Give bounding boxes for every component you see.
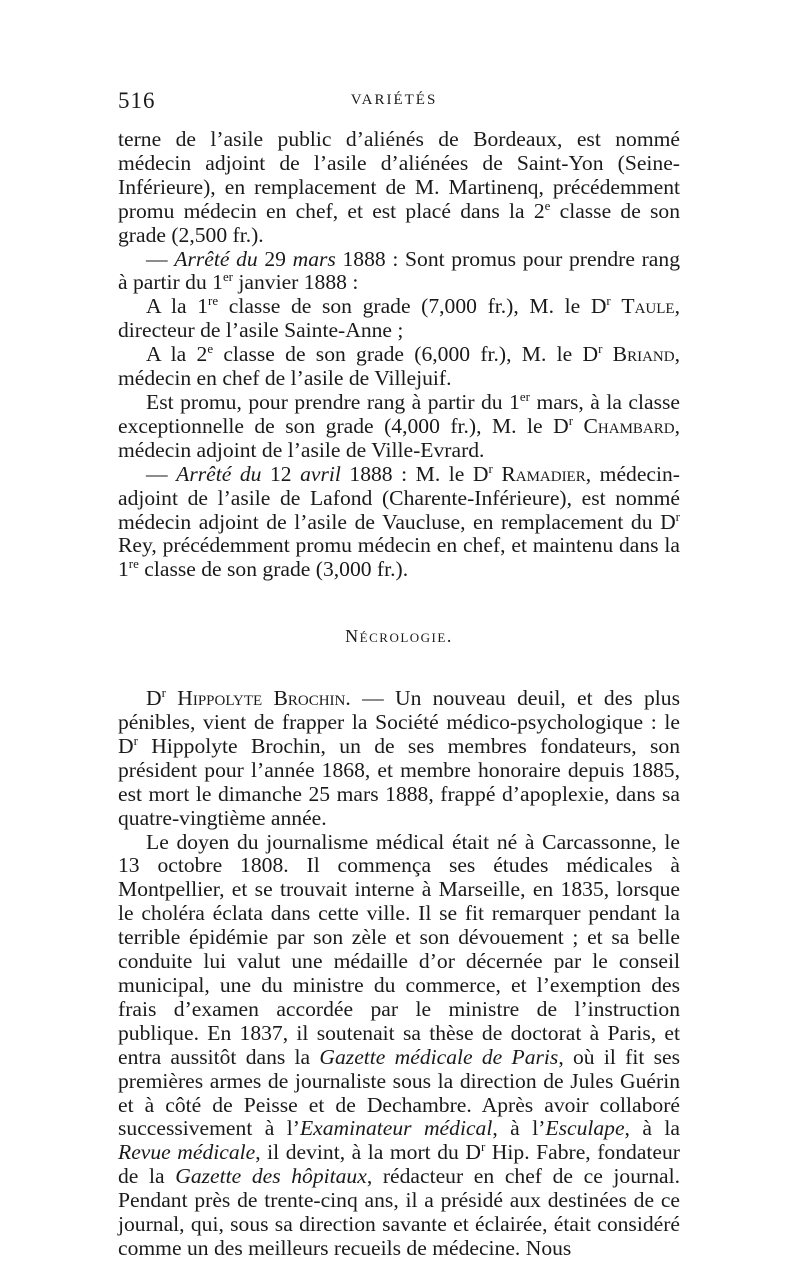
italic-text: Examinateur médical — [299, 1116, 493, 1141]
superscript: er — [222, 269, 234, 285]
superscript: re — [208, 293, 219, 309]
italic-text: Revue médicale — [118, 1140, 256, 1165]
italic-text: Esculape — [545, 1116, 625, 1141]
italic-text: mars — [292, 246, 336, 271]
superscript: e — [544, 197, 551, 213]
running-title: VARIÉTÉS — [350, 92, 438, 108]
superscript: e — [207, 341, 214, 357]
superscript: r — [161, 685, 166, 701]
superscript: r — [568, 413, 574, 429]
small-caps-name: Ramadier — [501, 461, 586, 486]
page-header — [118, 88, 670, 118]
paragraph-arrete-12-avril: — Arrêté du 12 avril 1888 : M. le $D^r$ Ramadier, médecin-adjoint de l’asile de Lafond (Charente-Inférieure), est nommé médecin adjoint de l’asile de Vaucluse, en remplacement du $D^r$ Rey, précédemment promu médecin en chef, et maintenu dans la 1re classe de son grade (3,000 fr.). — [118, 460, 680, 582]
italic-text: Gazette médicale de Paris — [319, 1044, 559, 1069]
superscript: r — [488, 460, 493, 476]
superscript: re — [128, 556, 139, 572]
paragraph-briand: A la 2e classe de son grade (6,000 fr.), M. le $D^r$ Briand, médecin en chef de l’asile de Villejuif. — [118, 341, 680, 391]
paragraph-continuation: terne de l’asile public d’aliénés de Bordeaux, est nommé médecin adjoint de l’asile d’aliénées de Saint-Yon (Seine-Inférieure), en remplacement de M. Martinenq, précédemment promu médecin en chef, et est placé dans la 2e classe de son grade (2,500 fr.). — [118, 127, 681, 247]
italic-text: Arrêté du — [176, 461, 262, 486]
small-caps-name: Briand — [612, 342, 675, 367]
paragraph-brochin-biography: Le doyen du journalisme médical était né à Carcassonne, le 13 octobre 1808. Il commença ses études médicales à Montpellier, et se trouvait interne à Marseille, en 1835, lorsque le choléra éclata dans cette ville. Il se fit remarquer pendant la terrible épidémie par son zèle et son dévouement ; et sa belle conduite lui valut une médaille d’or décernée par le conseil municipal, une du ministre du commerce, et l’exemption des frais d’examen accordée par le ministre de l’instruction publique. En 1837, il soutenait sa thèse de doctorat à Paris, et entra aussitôt dans la Gazette médicale de Paris, où il fit ses premières armes de journaliste sous la direction de Jules Guérin et à côté de Peisse et de Dechambre. Après avoir collaboré successivement à l’Examinateur médical, à l’Esculape, à la Revue médicale, il devint, à la mort du $D^r$ Hip. Fabre, fondateur de la Gazette des hôpitaux, rédacteur en chef de ce journal. Pendant près de trente-cinq ans, il a présidé aux destinées de ce journal, qui, sous sa direction savante et éclairée, était considéré comme un des meilleurs recueils de médecine. Nous — [118, 829, 680, 1260]
superscript: r — [133, 733, 138, 749]
italic-text: Gazette des hôpitaux — [175, 1164, 367, 1189]
italic-text: avril — [300, 461, 341, 486]
paragraph-taule: A la 1re classe de son grade (7,000 fr.), M. le $D^r$ Taule, directeur de l’asile Sainte-Anne ; — [118, 293, 680, 343]
superscript: r — [606, 293, 611, 309]
superscript: r — [598, 341, 603, 357]
small-caps-name: Taule — [621, 294, 675, 319]
superscript: r — [675, 508, 680, 524]
small-caps-name: Hippolyte Brochin — [177, 686, 346, 711]
section-title: Nécrologie. — [345, 626, 453, 647]
page-body — [118, 128, 680, 1261]
italic-text: Arrêté du — [174, 246, 258, 271]
page-number: 516 — [118, 88, 156, 113]
paragraph-chambard: Est promu, pour prendre rang à partir du 1er mars, à la classe exceptionnelle de son grade (4,000 fr.), M. le $D^r$ Chambard, médecin adjoint de l’asile de Ville-Evrard. — [118, 389, 680, 462]
small-caps-name: Chambard — [583, 413, 675, 438]
paragraph-brochin-obituary: $D^r$ Hippolyte Brochin. — Un nouveau deuil, et des plus pénibles, vient de frapper la Société médico-psychologique : le $D^r$ Hippolyte Brochin, un de ses membres fondateurs, son président pour l’année 1868, et membre honoraire depuis 1885, est mort le dimanche 25 mars 1888, frappé d’apoplexie, dans sa quatre-vingtième année. — [118, 685, 680, 830]
superscript: r — [480, 1139, 486, 1155]
superscript: er — [519, 389, 530, 405]
paragraph-arrete-29-mars: — Arrêté du 29 mars 1888 : Sont promus pour prendre rang à partir du 1er janvier 1888 : — [118, 246, 680, 295]
